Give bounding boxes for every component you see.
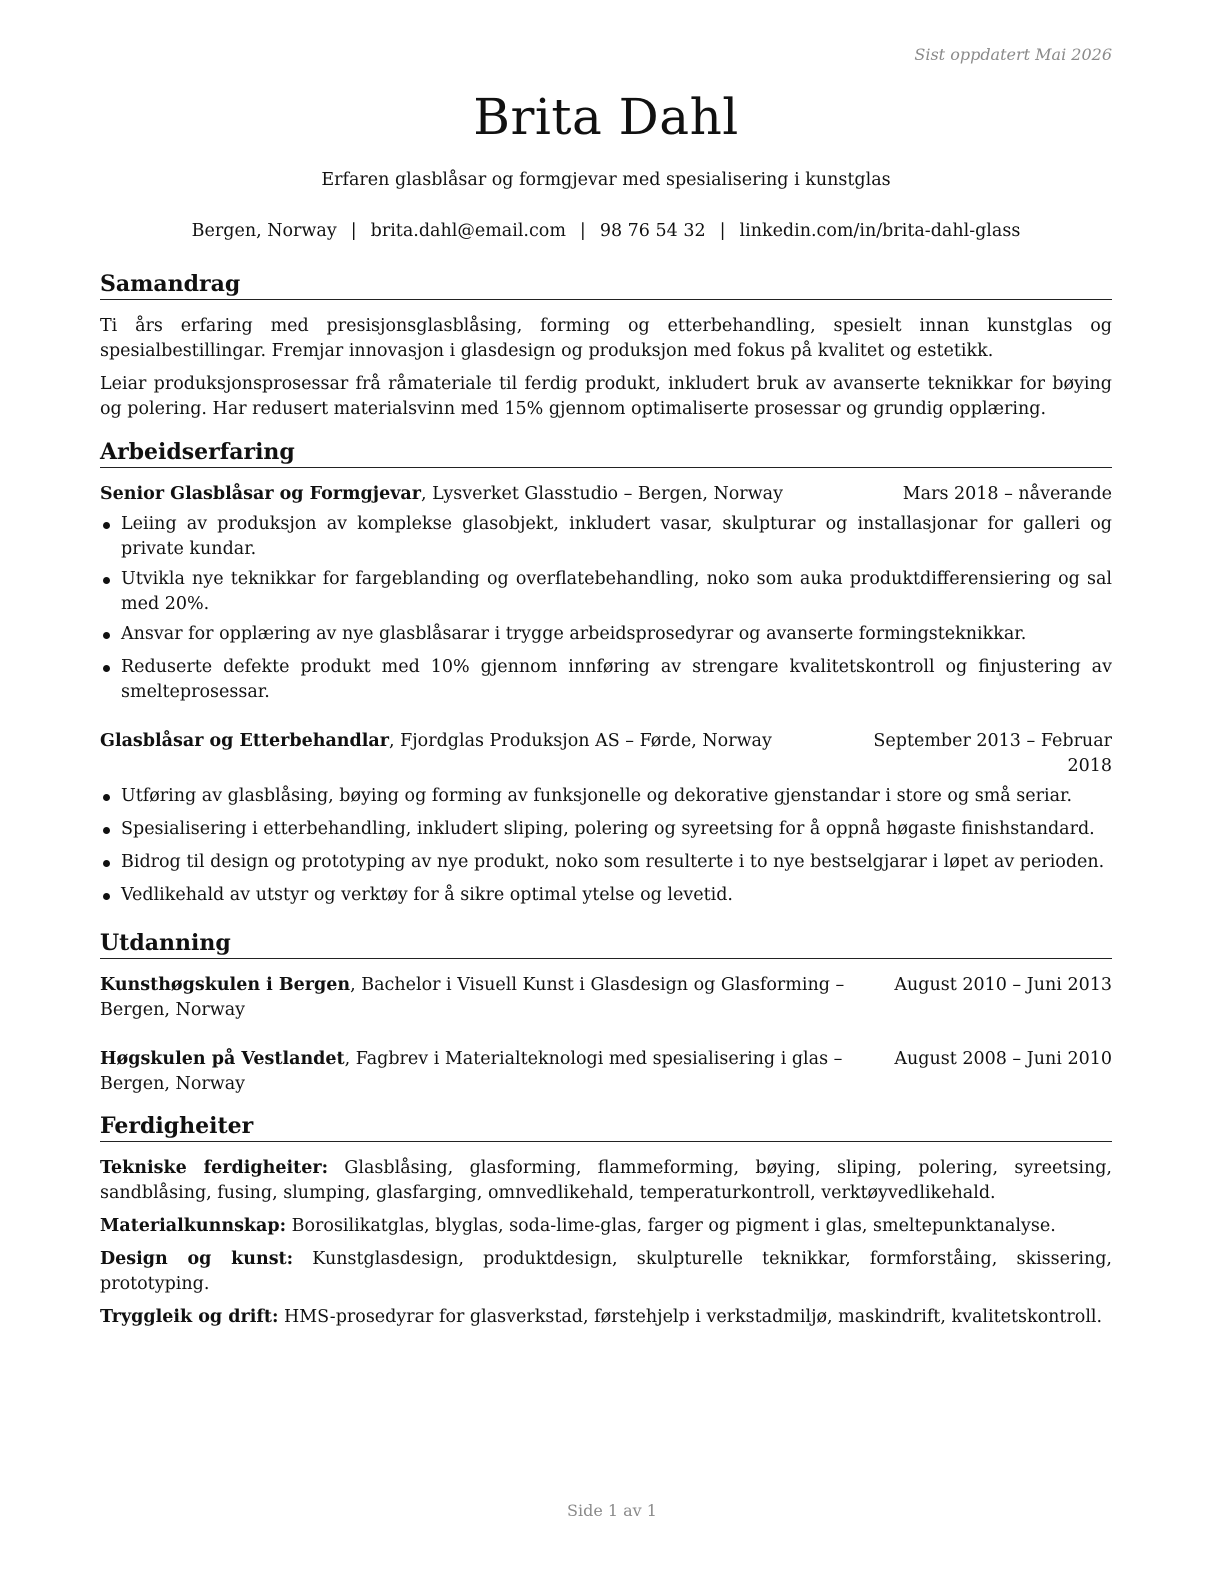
job-date: September 2013 – Februar 2018 [873, 731, 1112, 776]
bullet-item [100, 883, 1112, 908]
contact-separator: | [719, 221, 726, 241]
candidate-name: Brita Dahl [473, 88, 739, 146]
contact-separator: | [579, 221, 586, 241]
skill-item [100, 1156, 1112, 1206]
bullet-text: Vedlikehald av utstyr og verktøy for å sikre optimal ytelse og levetid. [121, 885, 733, 905]
skill-text: Glasblåsing, glasforming, flammeforming, bøying, sliping, polering, syreetsing, sandblåsing, fusing, slumping, glasfarging, omnvedlikehald, temperaturkontroll, verktøyvedlikehald. [100, 1158, 1112, 1203]
bullet-item [100, 567, 1112, 617]
bullet-text: Bidrog til design og prototyping av nye produkt, noko som resulterte i to nye bestselgjarar i løpet av perioden. [121, 852, 1105, 872]
skill-text: HMS-prosedyrar for glasverkstad, førstehjelp i verkstadmiljø, maskindrift, kvalitetskontroll. [278, 1307, 1103, 1327]
bullet-icon [103, 665, 110, 672]
bullet-item [100, 817, 1112, 842]
skill-item [100, 1247, 1112, 1297]
skills-section [100, 1112, 1112, 1330]
bullet-icon [103, 794, 110, 801]
summary-section [100, 270, 1112, 422]
bullet-text: Reduserte defekte produkt med 10% gjennom innføring av strengare kvalitetskontroll og finjustering av smelteprosessar. [121, 657, 1112, 702]
bullet-icon [103, 827, 110, 834]
job-company: , Fjordglas Produksjon AS – Førde, Norway [388, 731, 772, 751]
bullet-item [100, 512, 1112, 562]
job-title: Senior Glasblåsar og Formgjevar [100, 484, 421, 504]
bullet-text: Spesialisering i etterbehandling, inkludert sliping, polering og syreetsing for å oppnå høgaste finishstandard. [121, 819, 1095, 839]
last-updated: Sist oppdatert Mai 2026 [914, 45, 1112, 64]
skill-label: Design og kunst: [100, 1249, 294, 1269]
education-text [100, 973, 890, 1023]
contact-line [100, 219, 1112, 243]
job-title: Glasblåsar og Etterbehandlar [100, 731, 389, 751]
skill-item [100, 1214, 1112, 1239]
section-heading-skills: Ferdigheiter [100, 1112, 1112, 1142]
skill-text: Kunstglasdesign, produktdesign, skulpturelle teknikkar, formforståing, skissering, prototyping. [100, 1249, 1112, 1294]
section-heading-summary: Samandrag [100, 270, 1112, 300]
skill-item [100, 1305, 1112, 1330]
contact-phone: 98 76 54 32 [599, 221, 706, 241]
bullet-item [100, 622, 1112, 647]
job-date: Mars 2018 – nåverande [902, 484, 1112, 504]
job-bullets [100, 512, 1112, 705]
job-company: , Lysverket Glasstudio – Bergen, Norway [420, 484, 783, 504]
job-title-line [100, 729, 772, 779]
bullet-text: Ansvar for opplæring av nye glasblåsarar i trygge arbeidsprosedyrar og avanserte formingsteknikkar. [121, 624, 1027, 644]
education-detail: , Bachelor i Visuell Kunst i Glasdesign og Glasforming – Bergen, Norway [100, 975, 845, 1020]
contact-email[interactable]: brita.dahl@email.com [370, 221, 566, 241]
section-heading-education: Utdanning [100, 929, 1112, 959]
bullet-item [100, 850, 1112, 875]
bullet-icon [103, 577, 110, 584]
education-detail: , Fagbrev i Materialteknologi med spesialisering i glas – Bergen, Norway [100, 1049, 843, 1094]
bullet-icon [103, 893, 110, 900]
skill-label: Tekniske ferdigheiter: [100, 1158, 329, 1178]
bullet-item [100, 784, 1112, 809]
bullet-icon [103, 522, 110, 529]
education-entry [100, 973, 1112, 1023]
education-section [100, 929, 1112, 1097]
education-text [100, 1047, 890, 1097]
section-heading-experience: Arbeidserfaring [100, 438, 1112, 468]
job-bullets [100, 784, 1112, 908]
summary-paragraph: Leiar produksjonsprosessar frå råmateriale til ferdig produkt, inkludert bruk av avanserte teknikkar for bøying og polering. Har redusert materialsvinn med 15% gjennom optimaliserte prosessar og grundig opplæring. [100, 374, 1112, 419]
skill-label: Materialkunnskap: [100, 1216, 287, 1236]
job-entry [100, 482, 1112, 705]
tagline: Erfaren glasblåsar og formgjevar med spesialisering i kunstglas [321, 170, 891, 190]
education-school: Høgskulen på Vestlandet [100, 1049, 345, 1069]
job-title-line [100, 482, 783, 507]
bullet-text: Utvikla nye teknikkar for fargeblanding og overflatebehandling, noko som auka produktdifferensiering og sal med 20%. [121, 569, 1112, 614]
contact-separator: | [350, 221, 357, 241]
contact-location: Bergen, Norway [191, 221, 337, 241]
bullet-text: Utføring av glasblåsing, bøying og forming av funksjonelle og dekorative gjenstandar i store og små seriar. [121, 786, 1073, 806]
bullet-icon [103, 860, 110, 867]
bullet-item [100, 655, 1112, 705]
summary-paragraph: Ti års erfaring med presisjonsglasblåsing, forming og etterbehandling, spesielt innan kunstglas og spesialbestillingar. Fremjar innovasjon i glasdesign og produksjon med fokus på kvalitet og estetikk. [100, 316, 1112, 361]
education-date: August 2010 – Juni 2013 [894, 975, 1112, 995]
experience-section [100, 438, 1112, 908]
job-entry [100, 729, 1112, 908]
skill-text: Borosilikatglas, blyglas, soda-lime-glas, farger og pigment i glas, smeltepunktanalyse. [286, 1216, 1056, 1236]
education-entry [100, 1047, 1112, 1097]
education-date: August 2008 – Juni 2010 [894, 1049, 1112, 1069]
job-header [100, 482, 1112, 507]
job-header [100, 729, 1112, 779]
contact-linkedin[interactable]: linkedin.com/in/brita-dahl-glass [739, 221, 1021, 241]
page-number: Side 1 av 1 [567, 1501, 657, 1520]
education-school: Kunsthøgskulen i Bergen [100, 975, 351, 995]
bullet-icon [103, 632, 110, 639]
bullet-text: Leiing av produksjon av komplekse glasobjekt, inkludert vasar, skulpturar og installasjonar for galleri og private kundar. [121, 514, 1112, 559]
skill-label: Tryggleik og drift: [100, 1307, 279, 1327]
